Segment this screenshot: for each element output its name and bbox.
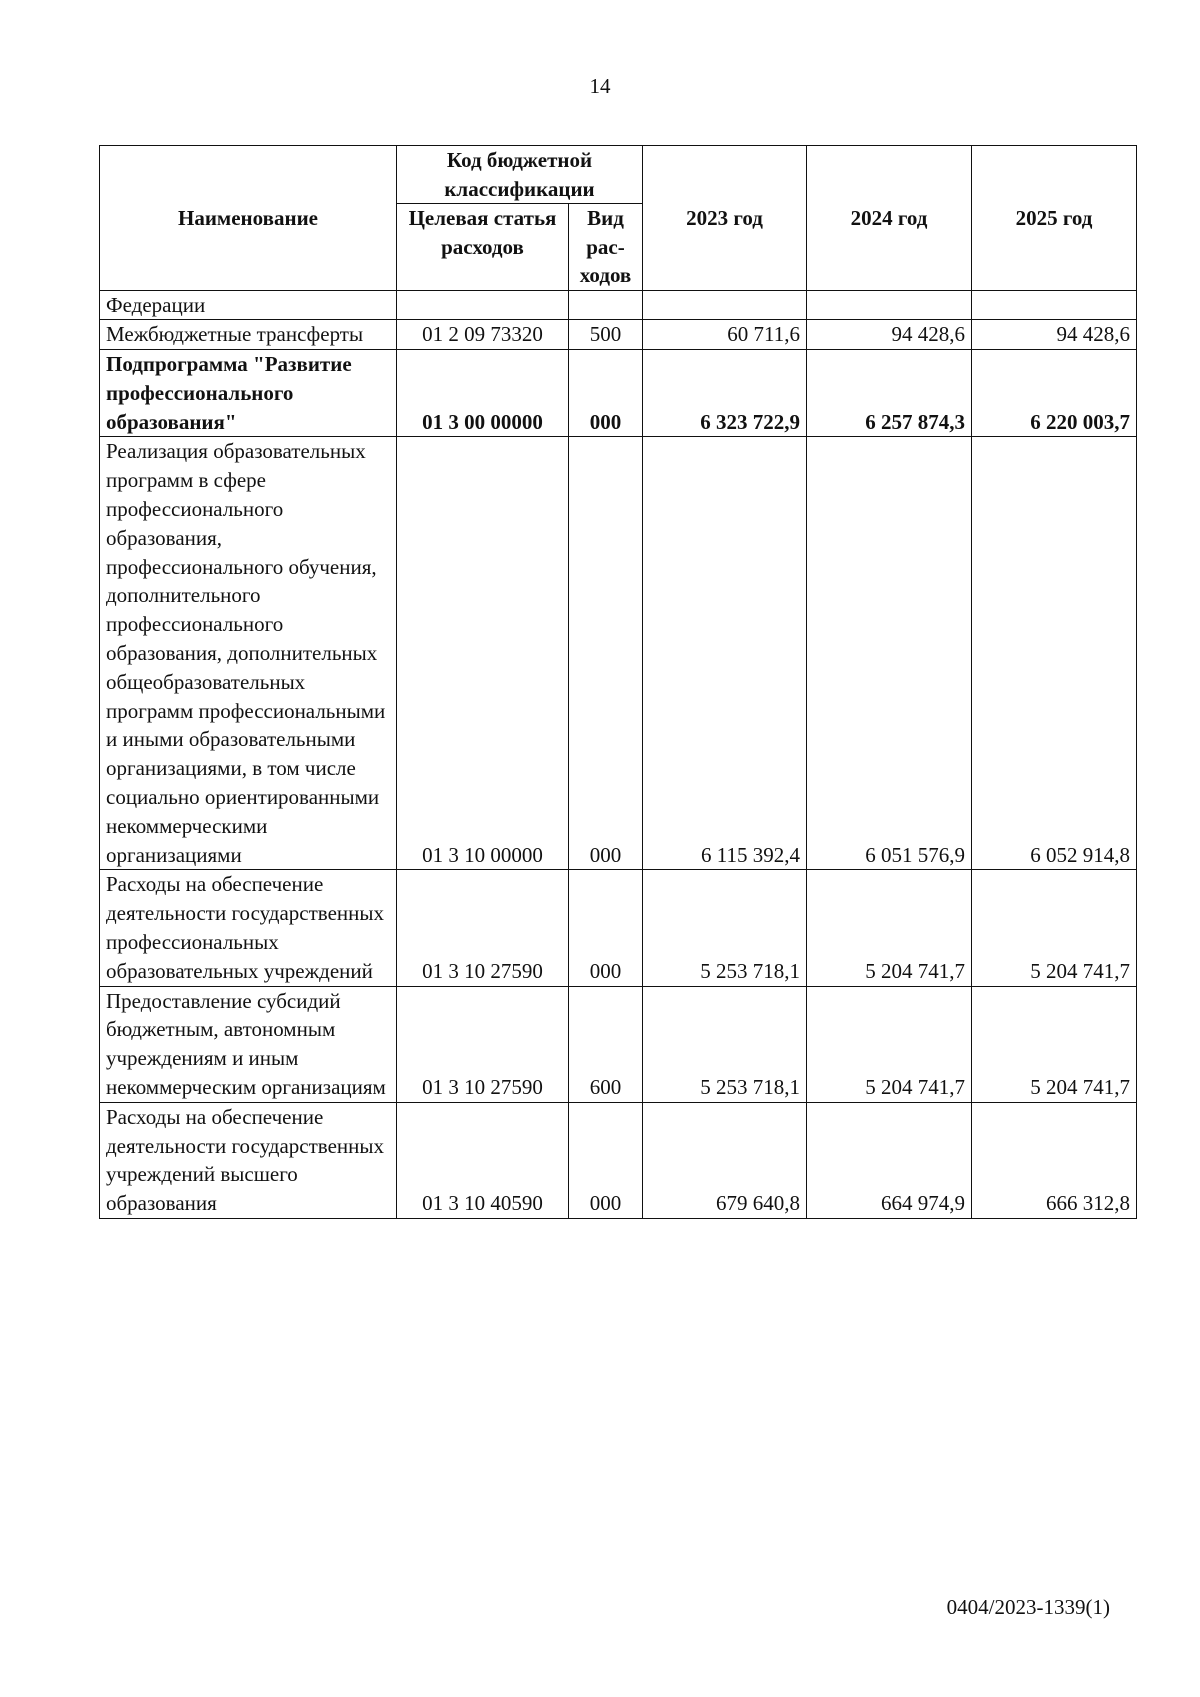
cell-target-article: 01 3 10 27590: [397, 986, 569, 1102]
cell-2023: 6 323 722,9: [643, 350, 807, 437]
header-2025: 2025 год: [972, 146, 1137, 291]
cell-2025: 6 052 914,8: [972, 437, 1137, 870]
header-2023: 2023 год: [643, 146, 807, 291]
cell-target-article: 01 2 09 73320: [397, 320, 569, 350]
cell-name: Расходы на обеспечение деятельности государственных профессиональных образовательных учреждений: [100, 870, 397, 986]
page-number: 14: [589, 74, 611, 98]
cell-name: Межбюджетные трансферты: [100, 320, 397, 350]
cell-name: Федерации: [100, 290, 397, 320]
header-target-article: Целевая статья расходов: [397, 204, 569, 291]
header-expense-kind: Вид рас-ходов: [569, 204, 643, 291]
cell-2024: 94 428,6: [807, 320, 972, 350]
cell-expense-kind: [569, 290, 643, 320]
budget-table: [99, 145, 1137, 1219]
table-header: [100, 146, 1137, 291]
cell-expense-kind: 000: [569, 1102, 643, 1218]
cell-2024: 5 204 741,7: [807, 986, 972, 1102]
cell-2025: [972, 290, 1137, 320]
cell-2023: 5 253 718,1: [643, 870, 807, 986]
cell-target-article: 01 3 00 00000: [397, 350, 569, 437]
cell-expense-kind: 000: [569, 437, 643, 870]
cell-expense-kind: 000: [569, 350, 643, 437]
cell-target-article: 01 3 10 00000: [397, 437, 569, 870]
cell-2025: 6 220 003,7: [972, 350, 1137, 437]
cell-2023: 679 640,8: [643, 1102, 807, 1218]
header-2024: 2024 год: [807, 146, 972, 291]
cell-2025: 666 312,8: [972, 1102, 1137, 1218]
table-row: [100, 986, 1137, 1102]
cell-2024: 6 257 874,3: [807, 350, 972, 437]
cell-target-article: [397, 290, 569, 320]
cell-2024: [807, 290, 972, 320]
cell-2025: 5 204 741,7: [972, 986, 1137, 1102]
cell-2024: 6 051 576,9: [807, 437, 972, 870]
table-row: [100, 350, 1137, 437]
cell-name: Расходы на обеспечение деятельности государственных учреждений высшего образования: [100, 1102, 397, 1218]
table-row: [100, 1102, 1137, 1218]
table-row: [100, 870, 1137, 986]
cell-target-article: 01 3 10 40590: [397, 1102, 569, 1218]
cell-2025: 5 204 741,7: [972, 870, 1137, 986]
cell-2024: 664 974,9: [807, 1102, 972, 1218]
cell-name: Реализация образовательных программ в сфере профессионального образования, профессионального обучения, дополнительного профессионального образования, дополнительных общеобразовательных программ профессиональными и иными образовательными организациями, в том числе социально ориентированными некоммерческими организациями: [100, 437, 397, 870]
header-code-group: Код бюджетной классификации: [397, 146, 643, 204]
cell-expense-kind: 000: [569, 870, 643, 986]
cell-target-article: 01 3 10 27590: [397, 870, 569, 986]
cell-name: Подпрограмма "Развитие профессионального образования": [100, 350, 397, 437]
cell-expense-kind: 500: [569, 320, 643, 350]
table-body: [100, 290, 1137, 1219]
table-row: [100, 290, 1137, 320]
document-number: 0404/2023-1339(1): [946, 1595, 1110, 1619]
cell-2023: [643, 290, 807, 320]
cell-name: Предоставление субсидий бюджетным, автономным учреждениям и иным некоммерческим организациям: [100, 986, 397, 1102]
cell-2023: 6 115 392,4: [643, 437, 807, 870]
cell-2023: 5 253 718,1: [643, 986, 807, 1102]
cell-2025: 94 428,6: [972, 320, 1137, 350]
header-name: Наименование: [100, 146, 397, 291]
cell-expense-kind: 600: [569, 986, 643, 1102]
table-row: [100, 437, 1137, 870]
table-row: [100, 320, 1137, 350]
cell-2023: 60 711,6: [643, 320, 807, 350]
cell-2024: 5 204 741,7: [807, 870, 972, 986]
